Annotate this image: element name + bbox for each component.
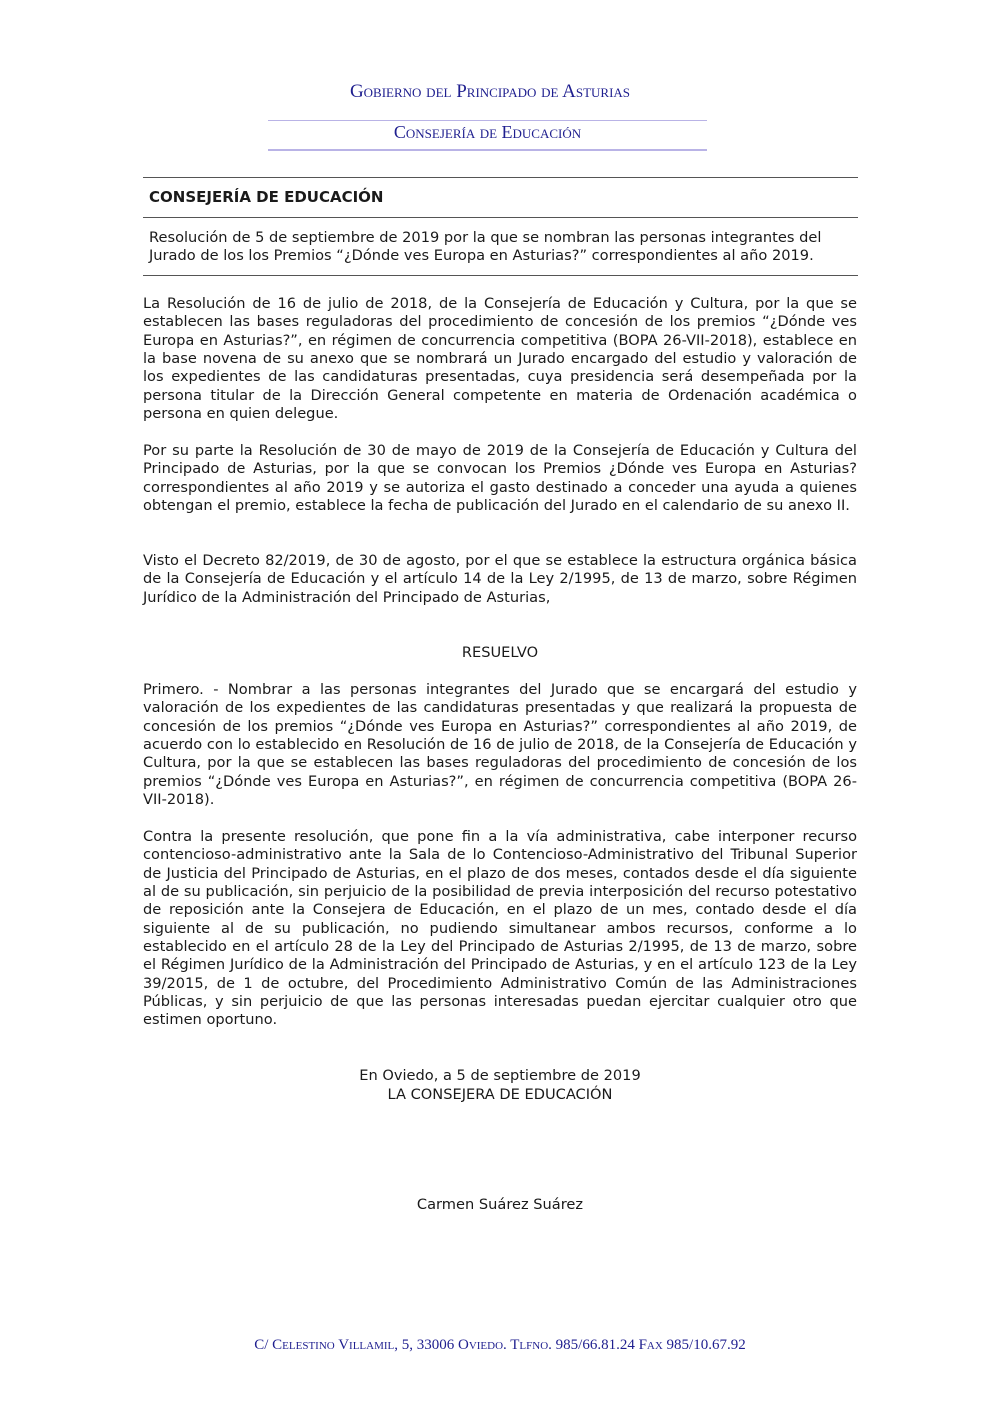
- signature-role: LA CONSEJERA DE EDUCACIÓN: [387, 1086, 613, 1103]
- paragraph: La Resolución de 16 de julio de 2018, de la Consejería de Educación y Cultura, por la que se establecen las bases reguladoras del procedimiento de concesión de los premios “¿Dónde ves Europa en Asturias?”, en régimen de concurrencia competitiva (BOPA 26-VII-2018), establece en la base novena de su anexo que se nombrará un Jurado encargado del estudio y valoración de los expedientes de las candidaturas presentadas, cuya presidencia será desempeñada por la persona titular de la Dirección General competente en materia de Ordenación académica o persona en quien delegue.: [143, 295, 857, 423]
- signature-name: Carmen Suárez Suárez: [416, 1196, 584, 1213]
- paragraph: Por su parte la Resolución de 30 de mayo de 2019 de la Consejería de Educación y Cultura del Principado de Asturias, por la que se convocan los Premios ¿Dónde ves Europa en Asturias? correspondientes al año 2019 y se autoriza el gasto destinado a conceder una ayuda a quienes obtengan el premio, establece la fecha de publicación del Jurado en el calendario de su anexo II.: [143, 442, 857, 515]
- department-header: Consejería de Educación: [393, 122, 582, 142]
- paragraph: Contra la presente resolución, que pone fin a la vía administrativa, cabe interponer recurso contencioso-administrativo ante la Sala de lo Contencioso-Administrativo del Tribunal Superior de Justicia del Principado de Asturias, en el plazo de dos meses, contados desde el día siguiente al de su publicación, sin perjuicio de la posibilidad de previa interposición del recurso potestativo de reposición ante la Consejera de Educación, en el plazo de un mes, contado desde el día siguiente al de su publicación, no pudiendo simultanear ambos recursos, conforme a lo establecido en el artículo 28 de la Ley del Principado de Asturias 2/1995, de 13 de marzo, sobre el Régimen Jurídico de la Administración del Principado de Asturias, y en el artículo 123 de la Ley 39/2015, de 1 de octubre, del Procedimiento Administrativo Común de las Administraciones Públicas, y sin perjuicio de que las personas interesadas puedan ejercitar cualquier otro que estimen oportuno.: [143, 828, 857, 1029]
- section-rule: [143, 177, 858, 178]
- header-divider: [268, 120, 707, 121]
- section-rule: [143, 275, 858, 276]
- section-title: CONSEJERÍA DE EDUCACIÓN: [149, 188, 384, 206]
- footer-address: C/ Celestino Villamil, 5, 33006 Oviedo. Tlfno. 985/66.81.24 Fax 985/10.67.92: [254, 1337, 746, 1353]
- paragraph: Visto el Decreto 82/2019, de 30 de agosto, por el que se establece la estructura orgánica básica de la Consejería de Educación y el artículo 14 de la Ley 2/1995, de 13 de marzo, sobre Régimen Jurídico de la Administración del Principado de Asturias,: [143, 552, 857, 606]
- signature-place-date: En Oviedo, a 5 de septiembre de 2019: [359, 1067, 641, 1084]
- paragraph: Primero. - Nombrar a las personas integrantes del Jurado que se encargará del estudio y valoración de los expedientes de las candidaturas presentadas y que realizará la propuesta de concesión de los premios “¿Dónde ves Europa en Asturias?” correspondientes al año 2019, de acuerdo con lo establecido en Resolución de 16 de julio de 2018, de la Consejería de Educación y Cultura, por la que se establecen las bases reguladoras del procedimiento de concesión de los premios “¿Dónde ves Europa en Asturias?”, en régimen de concurrencia competitiva (BOPA 26-VII-2018).: [143, 681, 857, 809]
- header-divider: [268, 149, 707, 151]
- government-header: Gobierno del Principado de Asturias: [349, 81, 631, 102]
- resuelvo-heading: RESUELVO: [461, 644, 539, 661]
- section-rule: [143, 217, 858, 218]
- resolution-summary: Resolución de 5 de septiembre de 2019 por la que se nombran las personas integrantes del Jurado de los los Premios “¿Dónde ves Europa en Asturias?” correspondientes al año 2019.: [149, 229, 822, 265]
